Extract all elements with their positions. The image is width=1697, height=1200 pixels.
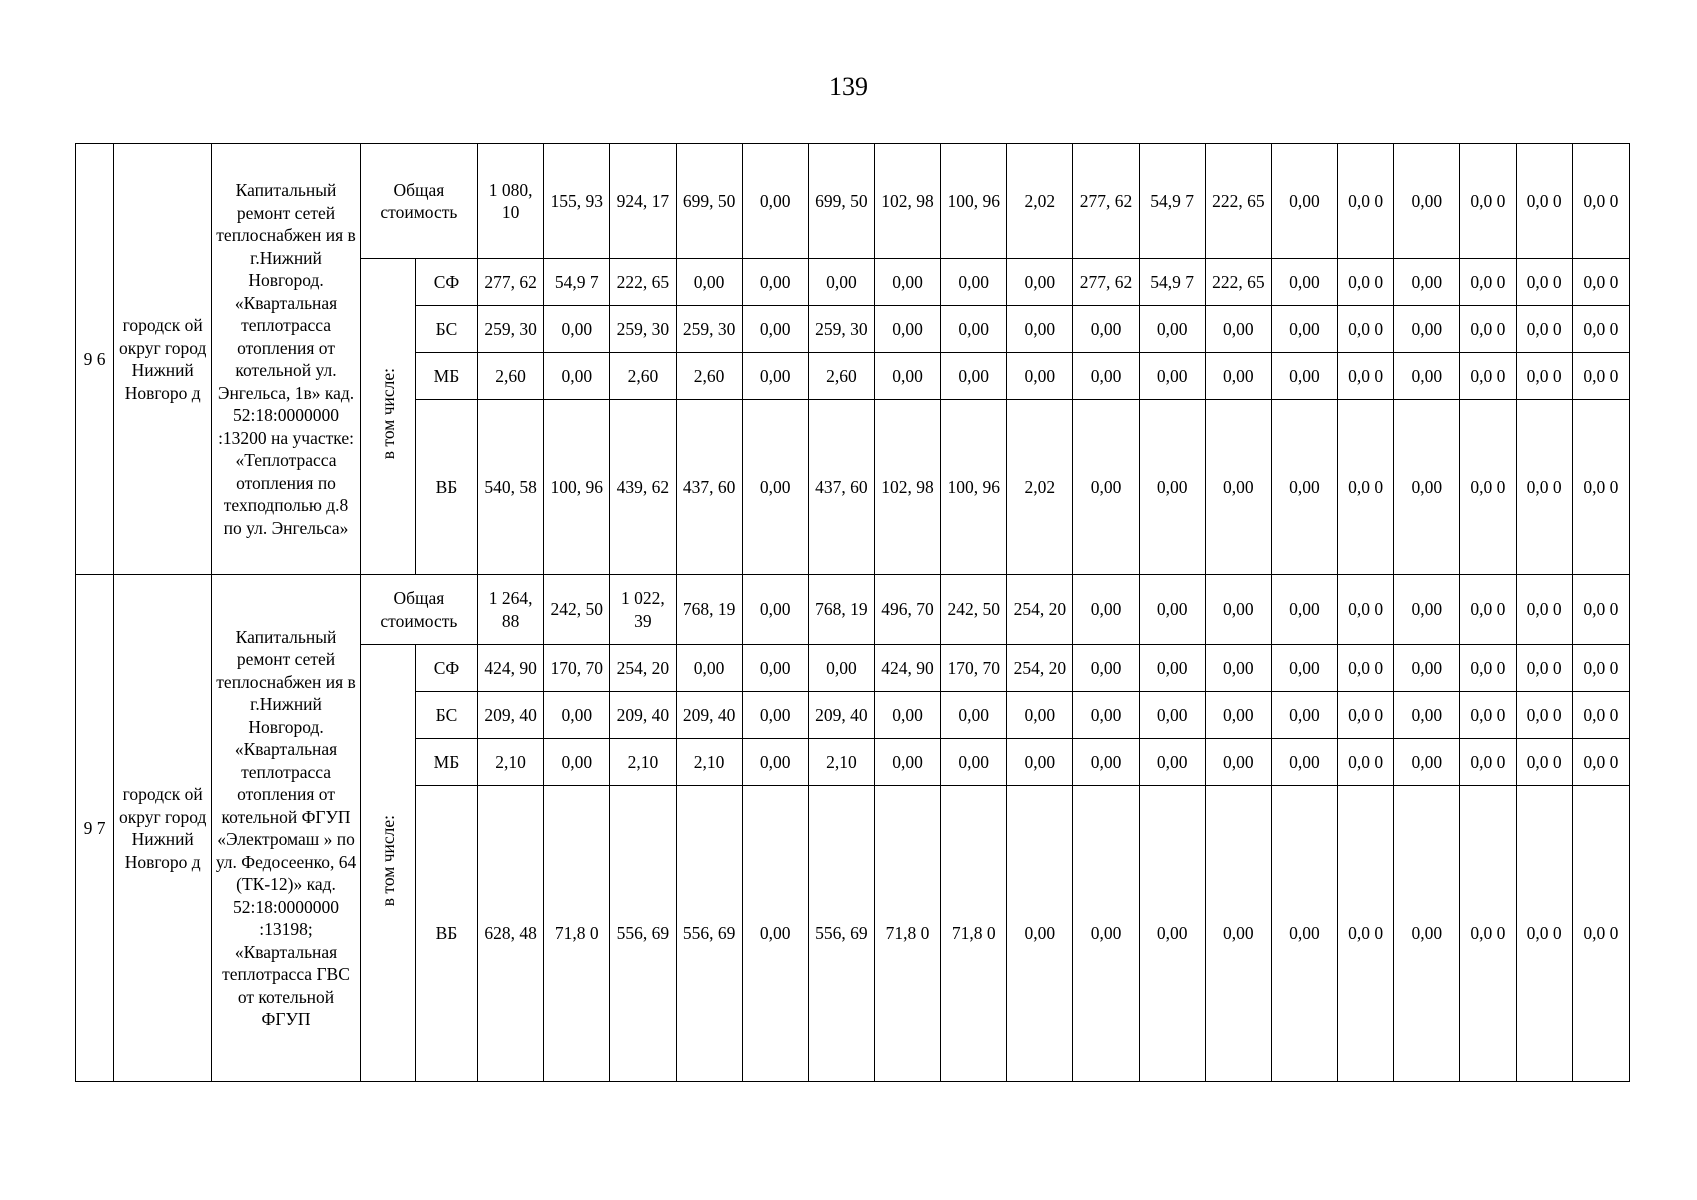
value-cell: 2,10 [676, 739, 742, 786]
value-cell: 0,00 [941, 353, 1007, 400]
value-cell: 0,00 [1007, 739, 1073, 786]
value-cell: 2,60 [808, 353, 874, 400]
value-cell: 0,0 0 [1516, 786, 1572, 1082]
value-cell: 0,0 0 [1516, 400, 1572, 575]
value-cell: 0,00 [941, 306, 1007, 353]
value-cell: 0,00 [742, 645, 808, 692]
value-cell: 0,00 [1139, 786, 1205, 1082]
value-cell: 100, 96 [941, 400, 1007, 575]
value-cell: 0,00 [1139, 353, 1205, 400]
value-cell: 768, 19 [808, 575, 874, 645]
value-cell: 437, 60 [808, 400, 874, 575]
value-cell: 0,0 0 [1516, 645, 1572, 692]
value-cell: 209, 40 [610, 692, 676, 739]
value-cell: 0,00 [1073, 575, 1139, 645]
value-cell: 0,00 [1073, 306, 1139, 353]
value-cell: 699, 50 [676, 144, 742, 259]
value-cell: 0,00 [1271, 400, 1337, 575]
value-cell: 242, 50 [544, 575, 610, 645]
value-cell: 170, 70 [941, 645, 1007, 692]
municipality: городск ой округ город Нижний Новгоро д [114, 575, 212, 1082]
value-cell: 0,0 0 [1572, 353, 1629, 400]
value-cell: 0,00 [1394, 575, 1460, 645]
funding-source-code: БС [415, 306, 477, 353]
value-cell: 0,00 [1073, 353, 1139, 400]
value-cell: 0,00 [742, 739, 808, 786]
value-cell: 0,00 [1271, 575, 1337, 645]
value-cell: 0,0 0 [1338, 306, 1394, 353]
value-cell: 1 022, 39 [610, 575, 676, 645]
project-description: Капитальный ремонт сетей теплоснабжен ия в г.Нижний Новгород. «Квартальная теплотрасса отопления от котельной ФГУП «Электромаш » по ул. Федосеенко, 64 (ТК-12)» кад. 52:18:0000000 :13198; «Квартальная теплотрасса ГВС от котельной ФГУП [212, 575, 360, 1082]
value-cell: 0,00 [941, 692, 1007, 739]
value-cell: 2,60 [478, 353, 544, 400]
funding-source-code: МБ [415, 353, 477, 400]
value-cell: 0,00 [1271, 353, 1337, 400]
value-cell: 2,60 [676, 353, 742, 400]
value-cell: 0,00 [1271, 645, 1337, 692]
value-cell: 0,0 0 [1572, 786, 1629, 1082]
value-cell: 0,00 [742, 786, 808, 1082]
value-cell: 0,0 0 [1572, 259, 1629, 306]
value-cell: 0,00 [1205, 575, 1271, 645]
value-cell: 556, 69 [808, 786, 874, 1082]
value-cell: 0,00 [1205, 645, 1271, 692]
value-cell: 0,00 [874, 739, 940, 786]
value-cell: 0,00 [1394, 306, 1460, 353]
value-cell: 699, 50 [808, 144, 874, 259]
value-cell: 209, 40 [478, 692, 544, 739]
value-cell: 0,0 0 [1460, 575, 1516, 645]
value-cell: 0,00 [742, 306, 808, 353]
value-cell: 54,9 7 [544, 259, 610, 306]
value-cell: 0,00 [1205, 400, 1271, 575]
value-cell: 424, 90 [478, 645, 544, 692]
value-cell: 0,00 [1271, 144, 1337, 259]
value-cell: 0,00 [1139, 645, 1205, 692]
value-cell: 0,00 [1007, 353, 1073, 400]
value-cell: 0,00 [1394, 739, 1460, 786]
value-cell: 2,10 [478, 739, 544, 786]
value-cell: 0,00 [742, 144, 808, 259]
value-cell: 0,0 0 [1572, 306, 1629, 353]
value-cell: 2,02 [1007, 144, 1073, 259]
value-cell: 0,00 [544, 306, 610, 353]
value-cell: 0,00 [1394, 645, 1460, 692]
value-cell: 259, 30 [478, 306, 544, 353]
value-cell: 170, 70 [544, 645, 610, 692]
value-cell: 0,00 [1139, 400, 1205, 575]
value-cell: 0,00 [1139, 692, 1205, 739]
value-cell: 424, 90 [874, 645, 940, 692]
value-cell: 556, 69 [610, 786, 676, 1082]
value-cell: 439, 62 [610, 400, 676, 575]
value-cell: 0,00 [808, 259, 874, 306]
value-cell: 0,00 [874, 692, 940, 739]
value-cell: 0,00 [544, 692, 610, 739]
value-cell: 222, 65 [1205, 259, 1271, 306]
value-cell: 540, 58 [478, 400, 544, 575]
value-cell: 0,00 [1271, 259, 1337, 306]
value-cell: 0,00 [1139, 306, 1205, 353]
value-cell: 0,0 0 [1516, 739, 1572, 786]
including-label-cell [360, 259, 415, 575]
value-cell: 0,00 [1205, 786, 1271, 1082]
value-cell: 0,0 0 [1516, 306, 1572, 353]
cost-table [75, 143, 1630, 1082]
value-cell: 102, 98 [874, 144, 940, 259]
value-cell: 2,60 [610, 353, 676, 400]
value-cell: 0,00 [742, 692, 808, 739]
value-cell: 0,00 [1205, 306, 1271, 353]
value-cell: 0,00 [1007, 692, 1073, 739]
row-number: 9 7 [76, 575, 114, 1082]
value-cell: 628, 48 [478, 786, 544, 1082]
value-cell: 2,10 [808, 739, 874, 786]
value-cell: 0,0 0 [1460, 692, 1516, 739]
funding-source-code: ВБ [415, 786, 477, 1082]
table-row [76, 575, 1630, 645]
value-cell: 0,00 [1139, 575, 1205, 645]
total-cost-label: Общая стоимость [360, 144, 477, 259]
value-cell: 0,0 0 [1338, 786, 1394, 1082]
value-cell: 0,00 [1271, 692, 1337, 739]
value-cell: 0,0 0 [1338, 645, 1394, 692]
value-cell: 277, 62 [1073, 144, 1139, 259]
value-cell: 0,0 0 [1460, 739, 1516, 786]
value-cell: 0,00 [1394, 692, 1460, 739]
value-cell: 0,00 [742, 353, 808, 400]
page-number: 139 [829, 72, 868, 101]
value-cell: 0,0 0 [1516, 575, 1572, 645]
value-cell: 2,10 [610, 739, 676, 786]
funding-source-code: СФ [415, 259, 477, 306]
value-cell: 102, 98 [874, 400, 940, 575]
value-cell: 0,0 0 [1338, 259, 1394, 306]
value-cell: 0,00 [808, 645, 874, 692]
value-cell: 0,00 [874, 353, 940, 400]
value-cell: 0,0 0 [1572, 144, 1629, 259]
funding-source-code: СФ [415, 645, 477, 692]
value-cell: 277, 62 [478, 259, 544, 306]
value-cell: 100, 96 [544, 400, 610, 575]
value-cell: 54,9 7 [1139, 144, 1205, 259]
including-label-cell [360, 645, 415, 1082]
value-cell: 0,0 0 [1460, 400, 1516, 575]
value-cell: 0,00 [1073, 786, 1139, 1082]
value-cell: 0,00 [1271, 306, 1337, 353]
funding-source-code: МБ [415, 739, 477, 786]
value-cell: 0,00 [1394, 353, 1460, 400]
value-cell: 0,00 [1271, 739, 1337, 786]
value-cell: 259, 30 [676, 306, 742, 353]
municipality: городск ой округ город Нижний Новгоро д [114, 144, 212, 575]
value-cell: 768, 19 [676, 575, 742, 645]
value-cell: 0,00 [742, 400, 808, 575]
value-cell: 0,0 0 [1338, 144, 1394, 259]
value-cell: 0,00 [941, 259, 1007, 306]
row-number: 9 6 [76, 144, 114, 575]
value-cell: 0,0 0 [1516, 259, 1572, 306]
value-cell: 0,0 0 [1572, 575, 1629, 645]
value-cell: 0,0 0 [1460, 259, 1516, 306]
value-cell: 71,8 0 [544, 786, 610, 1082]
value-cell: 0,0 0 [1572, 645, 1629, 692]
value-cell: 0,00 [1073, 645, 1139, 692]
value-cell: 0,00 [1205, 739, 1271, 786]
value-cell: 0,0 0 [1572, 692, 1629, 739]
value-cell: 2,02 [1007, 400, 1073, 575]
including-label: в том числе: [377, 814, 398, 906]
value-cell: 71,8 0 [874, 786, 940, 1082]
value-cell: 0,00 [1394, 144, 1460, 259]
value-cell: 0,00 [1139, 739, 1205, 786]
value-cell: 0,00 [1073, 739, 1139, 786]
value-cell: 0,00 [544, 353, 610, 400]
value-cell: 0,00 [1205, 692, 1271, 739]
value-cell: 556, 69 [676, 786, 742, 1082]
value-cell: 100, 96 [941, 144, 1007, 259]
value-cell: 0,00 [1007, 306, 1073, 353]
value-cell: 0,00 [1073, 692, 1139, 739]
value-cell: 0,00 [1394, 259, 1460, 306]
project-description: Капитальный ремонт сетей теплоснабжен ия в г.Нижний Новгород. «Квартальная теплотрасса отопления от котельной ул. Энгельса, 1в» кад. 52:18:0000000 :13200 на участке: «Теплотрасса отопления по техподполью д.8 по ул. Энгельса» [212, 144, 360, 575]
value-cell: 0,0 0 [1572, 400, 1629, 575]
funding-source-code: БС [415, 692, 477, 739]
value-cell: 0,00 [1007, 259, 1073, 306]
value-cell: 0,00 [874, 259, 940, 306]
value-cell: 0,00 [1073, 400, 1139, 575]
value-cell: 0,00 [1205, 353, 1271, 400]
value-cell: 209, 40 [676, 692, 742, 739]
table-row [76, 144, 1630, 259]
value-cell: 0,0 0 [1516, 353, 1572, 400]
value-cell: 0,0 0 [1338, 353, 1394, 400]
value-cell: 0,0 0 [1572, 739, 1629, 786]
value-cell: 222, 65 [1205, 144, 1271, 259]
value-cell: 54,9 7 [1139, 259, 1205, 306]
value-cell: 277, 62 [1073, 259, 1139, 306]
value-cell: 259, 30 [808, 306, 874, 353]
value-cell: 0,0 0 [1338, 739, 1394, 786]
value-cell: 0,0 0 [1460, 306, 1516, 353]
value-cell: 0,00 [742, 259, 808, 306]
value-cell: 259, 30 [610, 306, 676, 353]
value-cell: 0,0 0 [1338, 400, 1394, 575]
value-cell: 0,0 0 [1338, 692, 1394, 739]
value-cell: 0,0 0 [1460, 353, 1516, 400]
value-cell: 0,00 [676, 259, 742, 306]
value-cell: 254, 20 [610, 645, 676, 692]
value-cell: 222, 65 [610, 259, 676, 306]
value-cell: 254, 20 [1007, 645, 1073, 692]
value-cell: 71,8 0 [941, 786, 1007, 1082]
value-cell: 155, 93 [544, 144, 610, 259]
value-cell: 437, 60 [676, 400, 742, 575]
value-cell: 924, 17 [610, 144, 676, 259]
value-cell: 254, 20 [1007, 575, 1073, 645]
value-cell: 0,0 0 [1460, 645, 1516, 692]
value-cell: 0,00 [1394, 786, 1460, 1082]
value-cell: 0,00 [676, 645, 742, 692]
funding-source-code: ВБ [415, 400, 477, 575]
value-cell: 0,00 [742, 575, 808, 645]
value-cell: 0,00 [941, 739, 1007, 786]
value-cell: 0,0 0 [1516, 144, 1572, 259]
value-cell: 0,00 [1271, 786, 1337, 1082]
value-cell: 0,00 [1007, 786, 1073, 1082]
value-cell: 0,0 0 [1338, 575, 1394, 645]
value-cell: 0,0 0 [1460, 786, 1516, 1082]
value-cell: 0,00 [544, 739, 610, 786]
including-label: в том числе: [377, 368, 398, 460]
value-cell: 0,00 [874, 306, 940, 353]
value-cell: 0,0 0 [1516, 692, 1572, 739]
total-cost-label: Общая стоимость [360, 575, 477, 645]
value-cell: 209, 40 [808, 692, 874, 739]
value-cell: 1 080, 10 [478, 144, 544, 259]
value-cell: 496, 70 [874, 575, 940, 645]
value-cell: 0,00 [1394, 400, 1460, 575]
value-cell: 242, 50 [941, 575, 1007, 645]
value-cell: 0,0 0 [1460, 144, 1516, 259]
value-cell: 1 264, 88 [478, 575, 544, 645]
